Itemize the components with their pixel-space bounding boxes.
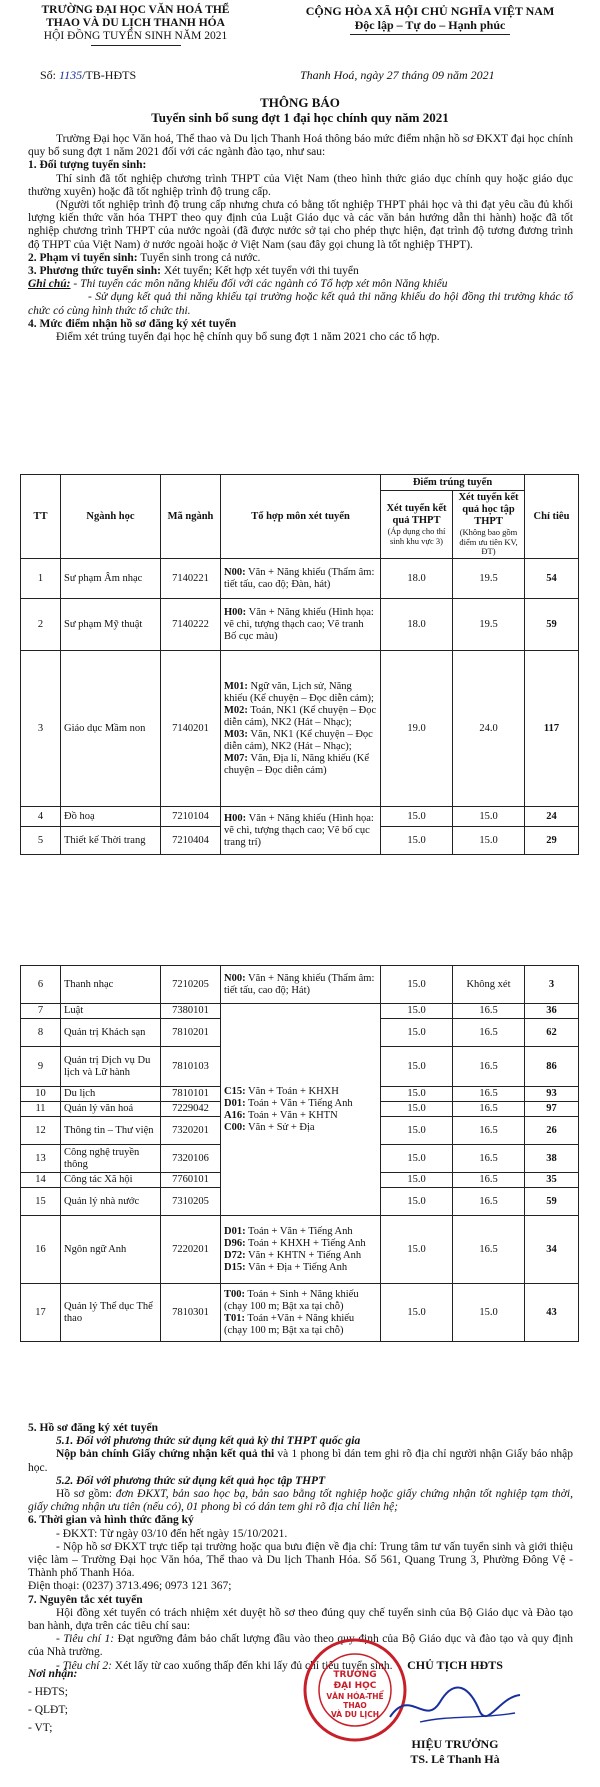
- cell-hocba: 15.0: [453, 1284, 525, 1342]
- signer-role-1: CHỦ TỊCH HĐTS: [407, 1658, 503, 1672]
- cell-hocba: 16.5: [453, 1188, 525, 1216]
- section-5-1-rest: và 1 phong bì dán tem ghi rõ địa chỉ người nhận Giấy báo nhập học.: [28, 1448, 573, 1474]
- cell-chitieu: 59: [525, 599, 579, 651]
- cell-tohop: [221, 651, 381, 807]
- cell-thpt: 15.0: [381, 1173, 453, 1188]
- cell-nganh: Quản lý nhà nước: [61, 1188, 161, 1216]
- title-line-2: Tuyển sinh bổ sung đợt 1 đại học chính quy năm 2021: [151, 110, 449, 125]
- combo-text: Văn + Toán + KHXH: [245, 1085, 339, 1097]
- combo-text: Toán + Sinh + Năng khiếu (chạy 100 m; Bật xa tại chỗ): [224, 1288, 359, 1312]
- section-5-2-text: [28, 1488, 573, 1514]
- combo-text: Toán + Văn + KHTN: [245, 1109, 338, 1121]
- recipient-item: - VT;: [28, 1722, 53, 1734]
- combo-code: H00:: [224, 812, 247, 824]
- table-row: [21, 807, 579, 827]
- combo-code: N00:: [224, 972, 246, 984]
- combo-text: Văn + KHTN + Tiếng Anh: [245, 1249, 362, 1261]
- combo-line: [224, 1122, 377, 1134]
- header-thpt: [381, 491, 453, 559]
- cell-hocba: 16.5: [453, 1117, 525, 1145]
- cell-tohop: [221, 807, 381, 855]
- cell-tt: 13: [21, 1145, 61, 1173]
- cell-thpt: 15.0: [381, 1004, 453, 1019]
- combo-text: Toán, NK1 (Kể chuyện – Đọc diễn cảm), NK2 (Hát – Nhạc);: [224, 704, 377, 728]
- cell-ma: 7210104: [161, 807, 221, 827]
- header-hocba-label: Xét tuyển kết quả học tập THPT: [458, 492, 519, 528]
- cell-tohop: [221, 1216, 381, 1284]
- combo-code: C15:: [224, 1085, 246, 1097]
- cell-tt: 8: [21, 1019, 61, 1047]
- table-header-row-1: [21, 475, 579, 491]
- section-5-2-heading: 5.2. Đối với phương thức sử dụng kết quả học tập THPT: [56, 1474, 326, 1487]
- combo-line: [224, 1086, 377, 1098]
- cell-nganh: Công nghệ truyền thông: [61, 1145, 161, 1173]
- cell-tohop: [221, 599, 381, 651]
- cell-thpt: 18.0: [381, 599, 453, 651]
- cell-tt: 14: [21, 1173, 61, 1188]
- combo-line: [224, 1110, 377, 1122]
- cell-thpt: 19.0: [381, 651, 453, 807]
- cell-ma: 7380101: [161, 1004, 221, 1019]
- cell-hocba: 16.5: [453, 1004, 525, 1019]
- cell-ma: 7320201: [161, 1117, 221, 1145]
- document-date: Thanh Hoá, ngày 27 tháng 09 năm 2021: [300, 68, 495, 82]
- combo-line: [224, 1262, 377, 1274]
- cell-tohop-shared: [221, 1004, 381, 1216]
- combo-line: [224, 681, 377, 705]
- org-underline: [91, 45, 181, 46]
- combo-code: C00:: [224, 1121, 246, 1133]
- cell-ma: 7310205: [161, 1188, 221, 1216]
- section-7-p1: Hội đồng xét tuyển có trách nhiệm xét duyệt hồ sơ theo đúng quy chế tuyển sinh của Bộ Giáo dục và Đào tạo ban hành, dựa trên các tiêu chí sau:: [28, 1606, 573, 1633]
- cell-hocba: 19.5: [453, 599, 525, 651]
- combo-text: Văn + Năng khiếu (Hình họa: vẽ chì, tượng thạch cao; Vẽ bố cục trang trí): [224, 812, 374, 848]
- score-table-part-2: [20, 965, 579, 1342]
- cell-thpt: 15.0: [381, 1188, 453, 1216]
- section-3: [28, 265, 573, 278]
- cell-tt: 2: [21, 599, 61, 651]
- cell-hocba: Không xét: [453, 966, 525, 1004]
- recipients-block: [28, 1665, 77, 1737]
- table-row: [21, 1216, 579, 1284]
- header-diem: Điểm trúng tuyển: [381, 475, 525, 491]
- combo-line: [224, 1289, 377, 1313]
- cell-ma: 7320106: [161, 1145, 221, 1173]
- section-6-p1: - ĐKXT: Từ ngày 03/10 đến hết ngày 15/10/2021.: [56, 1527, 288, 1540]
- document-number: [40, 68, 136, 83]
- cell-thpt: 15.0: [381, 1145, 453, 1173]
- cell-chitieu: 36: [525, 1004, 579, 1019]
- section-7-heading: 7. Nguyên tắc xét tuyển: [28, 1593, 143, 1606]
- seal-text: ĐẠI HỌC: [333, 1681, 377, 1691]
- combo-code: D01:: [224, 1097, 246, 1109]
- org-line-3: HỘI ĐỒNG TUYỂN SINH NĂM 2021: [43, 30, 228, 42]
- cell-nganh: Công tác Xã hội: [61, 1173, 161, 1188]
- cell-tt: 3: [21, 651, 61, 807]
- recipient-item: - HĐTS;: [28, 1686, 68, 1698]
- cell-hocba: 16.5: [453, 1173, 525, 1188]
- national-motto: Độc lập – Tự do – Hạnh phúc: [354, 18, 506, 32]
- combo-line: [224, 1098, 377, 1110]
- cell-tt: 9: [21, 1047, 61, 1087]
- cell-tt: 7: [21, 1004, 61, 1019]
- cell-nganh: Thiết kế Thời trang: [61, 827, 161, 855]
- seal-text: VÀ DU LỊCH: [331, 1710, 379, 1719]
- cell-hocba: 16.5: [453, 1102, 525, 1117]
- intro-paragraph: Trường Đại học Văn hoá, Thể thao và Du lịch Thanh Hoá thông báo mức điểm nhận hồ sơ ĐKXT đại học chính quy bổ sung đợt 1 năm 2021 đối với các ngành đào tạo, như sau:: [28, 133, 573, 159]
- signature-icon: [380, 1677, 530, 1735]
- cell-chitieu: 97: [525, 1102, 579, 1117]
- cell-hocba: 16.5: [453, 1087, 525, 1102]
- cell-hocba: 15.0: [453, 807, 525, 827]
- cell-nganh: Sư phạm Âm nhạc: [61, 559, 161, 599]
- combo-code: M03:: [224, 728, 248, 740]
- combo-text: Văn + Năng khiếu (Hình họa: vẽ chì, tượng thạch cao; Vẽ tranh Bố cục màu): [224, 606, 374, 642]
- cell-thpt: 15.0: [381, 827, 453, 855]
- criterion-1-label: - Tiêu chí 1:: [56, 1633, 115, 1646]
- combo-code: D15:: [224, 1261, 246, 1273]
- combo-code: T01:: [224, 1312, 245, 1324]
- header-tohop: Tổ hợp môn xét tuyển: [221, 475, 381, 559]
- combo-code: D72:: [224, 1249, 246, 1261]
- combo-code: M01:: [224, 680, 248, 692]
- cell-nganh: Thanh nhạc: [61, 966, 161, 1004]
- cell-tt: 1: [21, 559, 61, 599]
- issuing-organization: [8, 4, 263, 46]
- cell-thpt: 18.0: [381, 559, 453, 599]
- cell-thpt: 15.0: [381, 1019, 453, 1047]
- cell-nganh: Giáo dục Mầm non: [61, 651, 161, 807]
- combo-code: M02:: [224, 704, 248, 716]
- cell-thpt: 15.0: [381, 1102, 453, 1117]
- score-table-part-1: [20, 474, 579, 855]
- section-5-2-lead: Hồ sơ gồm:: [56, 1488, 116, 1501]
- combo-text: Văn, NK1 (Kể chuyện – Đọc diễn cảm), NK2 (Hát – Nhạc);: [224, 728, 373, 752]
- cell-tt: 15: [21, 1188, 61, 1216]
- cell-tohop: [221, 1284, 381, 1342]
- cell-ma: 7220201: [161, 1216, 221, 1284]
- note-1-text: - Thi tuyển các môn năng khiếu đối với các ngành có Tổ hợp xét môn Năng khiếu: [73, 278, 448, 291]
- combo-text: Văn + Năng khiếu (Thẩm âm: tiết tấu, cao độ; Đàn, hát): [224, 566, 375, 590]
- table-row: [21, 1284, 579, 1342]
- header-chitieu: Chỉ tiêu: [525, 475, 579, 559]
- section-6-p3: Điện thoại: (0237) 3713.496; 0973 121 367;: [28, 1580, 232, 1593]
- handwritten-number: 1135: [59, 68, 83, 82]
- section-5-1-text: [28, 1448, 573, 1474]
- table-row: [21, 651, 579, 807]
- combo-line: [224, 705, 377, 729]
- document-header: [8, 4, 592, 64]
- cell-ma: 7140221: [161, 559, 221, 599]
- cell-hocba: 15.0: [453, 827, 525, 855]
- table-row: [21, 1004, 579, 1019]
- combo-text: Văn + Địa + Tiếng Anh: [245, 1261, 348, 1273]
- section-1-heading: 1. Đối tượng tuyển sinh:: [28, 159, 147, 172]
- body-top: [28, 133, 573, 344]
- section-3-note-1: [28, 278, 573, 291]
- cell-thpt: 15.0: [381, 1047, 453, 1087]
- header-ma: Mã ngành: [161, 475, 221, 559]
- cell-ma: 7140201: [161, 651, 221, 807]
- cell-thpt: 15.0: [381, 1216, 453, 1284]
- cell-ma: 7810103: [161, 1047, 221, 1087]
- criterion-2-label: - Tiêu chí 2:: [56, 1659, 112, 1672]
- recipients-label: Nơi nhận:: [28, 1668, 78, 1680]
- combo-code: H00:: [224, 606, 247, 618]
- seal-text: THAO: [343, 1701, 367, 1710]
- nation-name: CỘNG HÒA XÃ HỘI CHỦ NGHĨA VIỆT NAM: [305, 4, 555, 18]
- cell-tt: 5: [21, 827, 61, 855]
- combo-text: Văn, Địa lí, Năng khiếu (Kể chuyện – Đọc diễn cảm): [224, 752, 370, 776]
- org-line-2: THAO VÀ DU LỊCH THANH HÓA: [46, 17, 225, 29]
- table-row: [21, 559, 579, 599]
- cell-thpt: 15.0: [381, 807, 453, 827]
- national-header: [268, 4, 592, 35]
- section-6-heading: 6. Thời gian và hình thức đăng ký: [28, 1514, 194, 1527]
- signer-role-2: HIỆU TRƯỞNG: [411, 1737, 499, 1751]
- cell-chitieu: 93: [525, 1087, 579, 1102]
- org-line-1: TRƯỜNG ĐẠI HỌC VĂN HOÁ THỂ: [41, 4, 230, 16]
- cell-hocba: 24.0: [453, 651, 525, 807]
- cell-chitieu: 29: [525, 827, 579, 855]
- cell-ma: 7810301: [161, 1284, 221, 1342]
- combo-code: D96:: [224, 1237, 246, 1249]
- cell-nganh: Du lịch: [61, 1087, 161, 1102]
- combo-text: Toán + Văn + Tiếng Anh: [245, 1225, 353, 1237]
- cell-ma: 7810101: [161, 1087, 221, 1102]
- combo-text: Văn + Sử + Địa: [245, 1121, 315, 1133]
- table-row: [21, 599, 579, 651]
- combo-line: [224, 1313, 377, 1337]
- seal-text: VĂN HÓA-THỂ: [326, 1692, 384, 1701]
- motto-underline: [350, 34, 510, 35]
- cell-ma: 7760101: [161, 1173, 221, 1188]
- cell-ma: 7140222: [161, 599, 221, 651]
- cell-hocba: 16.5: [453, 1145, 525, 1173]
- cell-ma: 7210205: [161, 966, 221, 1004]
- cell-tt: 4: [21, 807, 61, 827]
- header-nganh: Ngành học: [61, 475, 161, 559]
- cell-nganh: Đồ hoạ: [61, 807, 161, 827]
- cell-tt: 11: [21, 1102, 61, 1117]
- seal-text: TRƯỜNG: [333, 1670, 377, 1680]
- cell-chitieu: 3: [525, 966, 579, 1004]
- combo-line: [224, 753, 377, 777]
- cell-tohop: [221, 966, 381, 1004]
- note-label: Ghi chú:: [28, 278, 71, 291]
- cell-tt: 17: [21, 1284, 61, 1342]
- cell-ma: 7229042: [161, 1102, 221, 1117]
- recipient-item: - QLĐT;: [28, 1704, 68, 1716]
- section-4-text: Điểm xét trúng tuyển đại học hệ chính quy bổ sung đợt 1 năm 2021 cho các tổ hợp.: [56, 331, 440, 344]
- combo-code: T00:: [224, 1288, 245, 1300]
- cell-chitieu: 86: [525, 1047, 579, 1087]
- combo-text: Toán + KHXH + Tiếng Anh: [245, 1237, 366, 1249]
- cell-tohop: [221, 559, 381, 599]
- combo-code: A16:: [224, 1109, 246, 1121]
- combo-code: N00:: [224, 566, 246, 578]
- section-3-note-2: - Sử dụng kết quả thi năng khiếu tại trường hoặc kết quả thi năng khiếu do hội đồng thi trường khác tổ chức có cùng hình thức tổ chức thi.: [28, 291, 573, 317]
- cell-tt: 12: [21, 1117, 61, 1145]
- section-1-p2: (Người tốt nghiệp trình độ trung cấp nhưng chưa có bằng tốt nghiệp THPT phải học và thi đạt yêu cầu đủ khối lượng kiến thức văn hóa THPT theo quy định của Luật Giáo dục và các văn bản hướng dẫn thi hành) hoặc đã tốt nghiệp chương trình THPT của nước ngoài (đã được nước sở tại cho phép thực hiện, đạt trình độ tương đương trình độ THPT của Việt Nam) ở nước ngoài hoặc ở Việt Nam (sau đây gọi chung là tốt nghiệp THPT).: [28, 199, 573, 251]
- document-title: [0, 95, 600, 125]
- number-label: Số:: [40, 68, 57, 82]
- combo-text: Toán + Văn + Tiếng Anh: [245, 1097, 353, 1109]
- cell-hocba: 16.5: [453, 1047, 525, 1087]
- cell-chitieu: 117: [525, 651, 579, 807]
- cell-hocba: 16.5: [453, 1019, 525, 1047]
- section-5-heading: 5. Hồ sơ đăng ký xét tuyển: [28, 1422, 159, 1434]
- cell-nganh: Thông tin – Thư viện: [61, 1117, 161, 1145]
- cell-chitieu: 34: [525, 1216, 579, 1284]
- cell-hocba: 19.5: [453, 559, 525, 599]
- header-thpt-label: Xét tuyển kết quả THPT: [386, 503, 447, 526]
- cell-ma: 7210404: [161, 827, 221, 855]
- combo-line: [224, 1250, 377, 1262]
- cell-thpt: 15.0: [381, 1284, 453, 1342]
- cell-nganh: Quản trị Khách sạn: [61, 1019, 161, 1047]
- cell-nganh: Quản lý văn hoá: [61, 1102, 161, 1117]
- section-5-1-heading: 5.1. Đối với phương thức sử dụng kết quả kỳ thi THPT quốc gia: [56, 1435, 361, 1448]
- section-2: [28, 252, 573, 265]
- table-row: [21, 966, 579, 1004]
- cell-nganh: Sư phạm Mỹ thuật: [61, 599, 161, 651]
- section-2-heading: 2. Phạm vi tuyển sinh:: [28, 251, 138, 264]
- combo-text: Ngữ văn, Lịch sử, Năng khiếu (Kể chuyện – Đọc diễn cảm);: [224, 680, 374, 704]
- cell-thpt: 15.0: [381, 1117, 453, 1145]
- combo-text: Văn + Năng khiếu (Thẩm âm: tiết tấu, cao độ; Hát): [224, 972, 375, 996]
- section-5-2-list: đơn ĐKXT, bản sao học bạ, bản sao bằng tốt nghiệp hoặc giấy chứng nhận tốt nghiệp tạm thời, giấy chứng nhận ưu tiên (nếu có), 01 phong bì có dán tem ghi rõ địa chỉ liên hệ;: [28, 1488, 573, 1514]
- signer-name: TS. Lê Thanh Hà: [410, 1752, 500, 1766]
- criterion-2-text: Xét lấy từ cao xuống thấp đến khi lấy đủ chỉ tiêu tuyển sinh.: [111, 1659, 393, 1672]
- section-1-p1: Thí sinh đã tốt nghiệp chương trình THPT của Việt Nam (theo hình thức giáo dục chính quy hoặc giáo dục thường xuyên) hoặc đã tốt nghiệp trình độ trung cấp.: [28, 172, 573, 198]
- cell-hocba: 16.5: [453, 1216, 525, 1284]
- number-suffix: /TB-HĐTS: [82, 68, 137, 82]
- cell-chitieu: 62: [525, 1019, 579, 1047]
- cell-chitieu: 43: [525, 1284, 579, 1342]
- cell-nganh: Quản lý Thể dục Thể thao: [61, 1284, 161, 1342]
- cell-chitieu: 38: [525, 1145, 579, 1173]
- title-line-1: THÔNG BÁO: [260, 95, 340, 110]
- section-4-heading: 4. Mức điểm nhận hồ sơ đăng ký xét tuyển: [28, 317, 237, 330]
- combo-line: [224, 1238, 377, 1250]
- header-tt: TT: [21, 475, 61, 559]
- section-3-heading: 3. Phương thức tuyển sinh:: [28, 265, 161, 278]
- cell-ma: 7810201: [161, 1019, 221, 1047]
- cell-chitieu: 24: [525, 807, 579, 827]
- cell-tt: 10: [21, 1087, 61, 1102]
- combo-code: D01:: [224, 1225, 246, 1237]
- cell-thpt: 15.0: [381, 966, 453, 1004]
- cell-nganh: Quản trị Dịch vụ Du lịch và Lữ hành: [61, 1047, 161, 1087]
- header-hocba-note: (Không bao gồm điểm ưu tiên KV, ĐT): [459, 527, 518, 557]
- header-hocba: [453, 491, 525, 559]
- cell-tt: 16: [21, 1216, 61, 1284]
- section-3-text: Xét tuyển; Kết hợp xét tuyển với thi tuyển: [163, 265, 359, 278]
- combo-line: [224, 729, 377, 753]
- cell-nganh: Ngôn ngữ Anh: [61, 1216, 161, 1284]
- cell-chitieu: 54: [525, 559, 579, 599]
- combo-code: M07:: [224, 752, 248, 764]
- combo-text: Toán +Văn + Năng khiếu (chạy 100 m; Bật xa tại chỗ): [224, 1312, 355, 1336]
- cell-chitieu: 26: [525, 1117, 579, 1145]
- criterion-1-text: Đạt ngưỡng đảm bảo chất lượng đầu vào theo quy định của Bộ Giáo dục và đào tạo và quy định của Nhà trường.: [28, 1633, 573, 1659]
- cell-chitieu: 35: [525, 1173, 579, 1188]
- cell-nganh: Luật: [61, 1004, 161, 1019]
- section-6-p2: - Nộp hồ sơ ĐKXT trực tiếp tại trường hoặc qua bưu điện về địa chỉ: Trung tâm tư vấn tuyển sinh và giới thiệu việc làm – Trường Đại học Văn hóa, Thể thao và Du lịch Thanh Hóa. Số 561, Quang Trung 3, Phường Đông Vệ - Thành phố Thanh Hóa.: [28, 1540, 573, 1580]
- signature-block: [340, 1658, 570, 1767]
- section-5-1-bold: Nộp bản chính Giấy chứng nhận kết quả thi: [56, 1448, 275, 1461]
- combo-line: [224, 1226, 377, 1238]
- cell-chitieu: 59: [525, 1188, 579, 1216]
- cell-thpt: 15.0: [381, 1087, 453, 1102]
- section-2-text: Tuyển sinh trong cả nước.: [140, 251, 261, 264]
- cell-tt: 6: [21, 966, 61, 1004]
- header-thpt-note: (Áp dụng cho thí sinh khu vực 3): [387, 526, 446, 546]
